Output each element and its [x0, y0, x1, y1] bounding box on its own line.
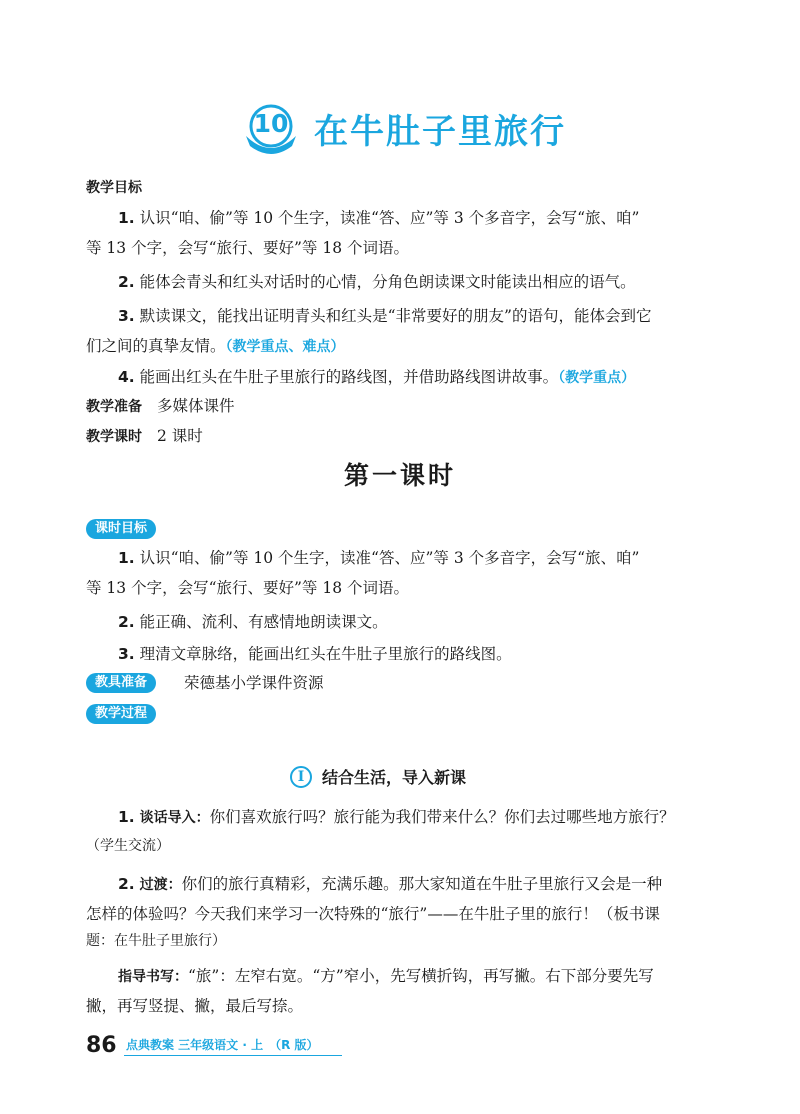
roman-numeral-one-icon: I: [290, 766, 312, 788]
goal-text: 理清文章脉络，能画出红头在牛肚子里旅行的路线图。: [139, 645, 512, 663]
teaching-goal-1-cont: 等 13 个字，会写“旅行、要好”等 18 个词语。: [86, 239, 410, 257]
goal-text: 认识“咱、偷”等 10 个生字，读准“答、应”等 3 个多音字，会写“旅、咱”: [139, 549, 640, 567]
goal-text: 能体会青头和红头对话时的心情，分角色朗读课文时能读出相应的语气。: [139, 273, 636, 291]
section-paragraph-1-cont: （学生交流）: [86, 838, 170, 854]
hours-value: 2 课时: [156, 427, 203, 445]
goal-number: 1.: [118, 209, 135, 227]
teaching-goal-3: [118, 304, 651, 326]
section-paragraph-3-cont: 撇，再写竖提、撇，最后写捺。: [86, 997, 304, 1015]
period-goal-1: [118, 546, 639, 568]
section-paragraph-2-cont2: 题：在牛肚子里旅行）: [86, 933, 226, 949]
paragraph-label: 过渡：: [139, 877, 182, 893]
paragraph-text: 你们喜欢旅行吗？旅行能为我们带来什么？你们去过哪些地方旅行？: [209, 808, 675, 826]
teaching-goal-2: [118, 270, 636, 292]
goal-text: 能画出红头在牛肚子里旅行的路线图，并借助路线图讲故事。: [139, 368, 559, 386]
lesson-title: 在牛肚子里旅行: [314, 112, 566, 152]
paragraph-number: 1.: [118, 808, 135, 826]
paragraph-text: “旅”：左窄右宽。“方”窄小，先写横折钩，再写撇。右下部分要先写: [188, 967, 654, 985]
paragraph-number: 2.: [118, 875, 135, 893]
teaching-hours: [86, 424, 203, 446]
section-title: 结合生活，导入新课: [322, 768, 467, 787]
goal-text: 默读课文，能找出证明青头和红头是“非常要好的朋友”的语句，能体会到它: [139, 307, 652, 325]
prep-label: 教学准备: [86, 399, 142, 415]
section-paragraph-3: [118, 964, 654, 986]
teaching-prep: [86, 394, 234, 416]
prep-value: 多媒体课件: [156, 397, 235, 415]
goal-note: （教学重点）: [558, 370, 636, 386]
period-goals-badge: 课时目标: [86, 519, 156, 539]
teaching-goal-3-cont: [86, 334, 345, 356]
goal-number: 4.: [118, 368, 135, 386]
period-title: 第一课时: [343, 461, 456, 490]
goal-number: 2.: [118, 273, 135, 291]
paragraph-label: 谈话导入：: [139, 810, 210, 826]
paragraph-text: 你们的旅行真精彩，充满乐趣。那大家知道在牛肚子里旅行又会是一种: [181, 875, 663, 893]
period-goal-3: [118, 642, 512, 664]
teaching-goal-4: [118, 365, 635, 387]
process-badge: 教学过程: [86, 704, 156, 724]
hours-label: 教学课时: [86, 429, 142, 445]
page-number: 86: [86, 1033, 117, 1058]
goal-number: 2.: [118, 613, 135, 631]
goal-note: （教学重点、难点）: [225, 339, 345, 355]
goal-number: 1.: [118, 549, 135, 567]
section-paragraph-2-cont: 怎样的体验吗？今天我们来学习一次特殊的“旅行”——在牛肚子里的旅行！（板书课: [86, 905, 660, 923]
teaching-goals-label: 教学目标: [86, 180, 142, 196]
goal-text: 认识“咱、偷”等 10 个生字，读准“答、应”等 3 个多音字，会写“旅、咱”: [139, 209, 640, 227]
section-paragraph-1: [118, 805, 675, 827]
period-goal-1-cont: 等 13 个字，会写“旅行、要好”等 18 个词语。: [86, 579, 410, 597]
book-title: 点典教案 三年级语文 · 上 （R 版）: [126, 1038, 319, 1052]
section-paragraph-2: [118, 872, 662, 894]
goal-text: 们之间的真挚友情。: [86, 337, 226, 355]
teaching-goal-1: [118, 206, 639, 228]
period-goal-2: [118, 610, 388, 632]
lesson-header: [0, 98, 800, 162]
footer-rule: [124, 1055, 342, 1056]
tools-value: 荣德基小学课件资源: [184, 674, 324, 692]
goal-number: 3.: [118, 307, 135, 325]
lesson-number: 10: [253, 109, 289, 138]
goal-number: 3.: [118, 645, 135, 663]
paragraph-label: 指导书写：: [118, 969, 188, 985]
tools-badge: 教具准备: [86, 673, 156, 693]
goal-text: 能正确、流利、有感情地朗读课文。: [139, 613, 388, 631]
